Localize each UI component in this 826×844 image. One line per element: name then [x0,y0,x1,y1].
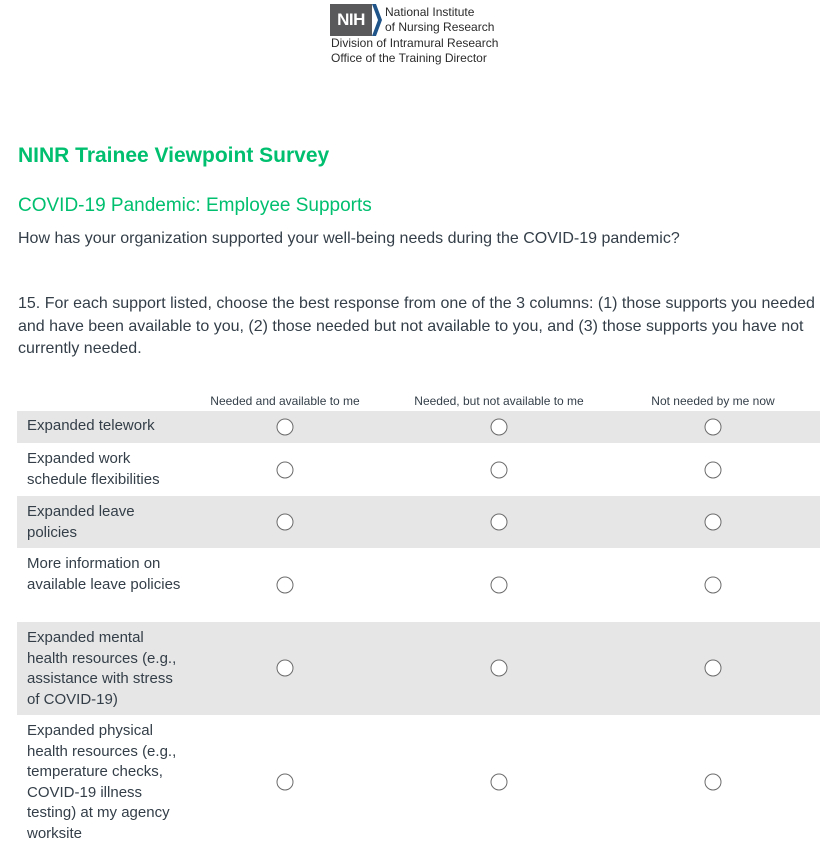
row-label: Expanded work schedule flexibilities [27,450,160,488]
matrix-row-physical-health-resources [17,715,820,844]
nih-logo-mark: NIH [330,4,372,36]
radio-needed-not-available[interactable] [491,774,508,791]
radio-needed-available[interactable] [277,514,294,531]
radio-needed-not-available[interactable] [491,514,508,531]
column-header-needed-not-available: Needed, but not available to me [414,394,584,408]
radio-needed-not-available[interactable] [491,660,508,677]
radio-needed-available[interactable] [277,660,294,677]
matrix-row-expanded-telework [17,411,820,443]
logo-institute-line2: of Nursing Research [385,20,495,34]
radio-needed-available[interactable] [277,462,294,479]
logo-office: Office of the Training Director [331,51,487,65]
radio-needed-available[interactable] [277,577,294,594]
radio-not-needed[interactable] [705,514,722,531]
nih-ninr-logo [330,4,530,68]
matrix-row-work-schedule-flexibilities [17,443,820,496]
column-header-needed-available: Needed and available to me [210,394,360,408]
logo-division: Division of Intramural Research [331,36,499,50]
section-description: How has your organization supported your well-being needs during the COVID-19 pandemic? [18,230,680,247]
matrix-row-expanded-leave-policies [17,496,820,548]
row-label: Expanded physical health resources (e.g., temperature checks, COVID-19 illness testing) at my agency worksite [27,722,177,842]
radio-not-needed[interactable] [705,419,722,436]
row-label: Expanded mental health resources (e.g., assistance with stress of COVID-19) [27,629,177,708]
question-text: 15. For each support listed, choose the best response from one of the 3 columns: (1) those supports you needed and have been available to you, (2) those needed but not available to you, and (3) those supports you have not currently needed. [18,295,815,357]
matrix-row-mental-health-resources [17,622,820,715]
radio-not-needed[interactable] [705,462,722,479]
row-label: Expanded leave policies [27,503,135,541]
column-header-not-needed: Not needed by me now [651,394,775,408]
radio-needed-available[interactable] [277,419,294,436]
row-label: Expanded telework [27,417,155,434]
radio-needed-not-available[interactable] [491,577,508,594]
nih-chevron-icon [372,4,382,36]
radio-not-needed[interactable] [705,774,722,791]
logo-institute-line1: National Institute [385,5,475,19]
row-label: More information on available leave policies [27,555,181,593]
section-title: COVID-19 Pandemic: Employee Supports [18,195,372,216]
radio-needed-available[interactable] [277,774,294,791]
radio-needed-not-available[interactable] [491,462,508,479]
radio-not-needed[interactable] [705,660,722,677]
radio-not-needed[interactable] [705,577,722,594]
matrix-row-leave-policy-information [17,548,820,622]
radio-needed-not-available[interactable] [491,419,508,436]
survey-title: NINR Trainee Viewpoint Survey [18,144,330,167]
